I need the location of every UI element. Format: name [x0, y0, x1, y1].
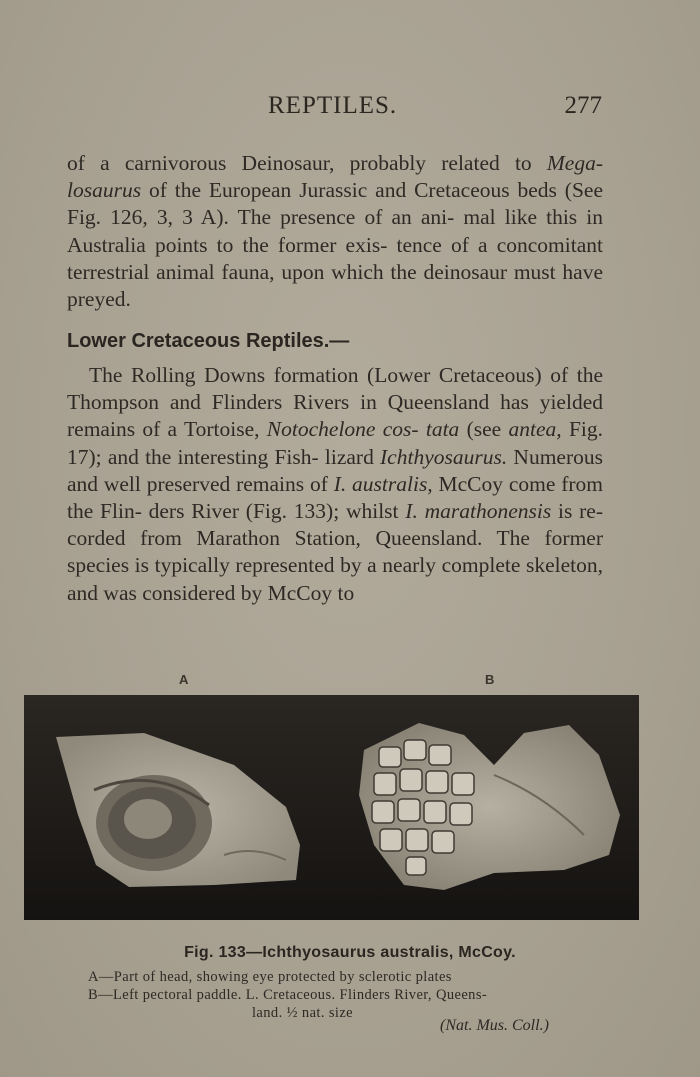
figure-caption-line: A—Part of head, showing eye protected by sclerotic plates: [88, 969, 452, 985]
text-run: McCoy come from the Flin- ders River (Fig. 133); whilst: [67, 471, 603, 524]
collection-credit: (Nat. Mus. Coll.): [440, 1017, 549, 1034]
text-run: is re- corded from Marathon Station, Queensland. The former species is typically represented by a nearly complete skeleton, and was considered by McCoy to: [67, 499, 603, 605]
figure-caption-title: Fig. 133—Ichthyosaurus australis, McCoy.: [184, 944, 516, 961]
page-number: 277: [564, 92, 602, 119]
paragraph-lower-cretaceous: [67, 362, 603, 607]
text-run: Fig. 17); and the interesting Fish- lizard: [67, 417, 603, 469]
text-run: of a carnivorous Deinosaur, probably related to: [67, 151, 547, 175]
fossil-photograph: [24, 695, 639, 920]
figure-caption-line: land. ½ nat. size: [252, 1005, 354, 1021]
text-run: (see: [459, 417, 509, 442]
species-name: I. marathonensis: [405, 499, 552, 524]
genus-name: Mega- losaurus: [67, 151, 603, 203]
figure-label-a: A: [179, 672, 189, 687]
text-run: of the European Jurassic and Cretaceous beds (See Fig. 126, 3, 3 A). The presence of an ani- mal like this in Australia points to the former exis- tence of a concomitant terrestrial animal fauna, upon which the deinosaur must have preyed.: [67, 178, 603, 312]
section-heading: Lower Cretaceous Reptiles.—: [67, 330, 350, 352]
running-head: REPTILES.: [268, 92, 398, 119]
page-header: [68, 92, 602, 128]
genus-name: Ichthyosaurus.: [380, 444, 508, 469]
fossil-photo-illustration: [24, 695, 639, 920]
species-name: I. australis,: [333, 471, 433, 496]
species-name: Notochelone cos- tata: [266, 417, 460, 442]
latin-term: antea,: [508, 417, 562, 442]
text-run: Numerous and well preserved remains of: [67, 444, 603, 496]
paragraph-deinosaur: [67, 150, 603, 313]
text-run: The Rolling Downs formation (Lower Cretaceous) of the Thompson and Flinders Rivers in Queensland has yielded remains of a Tortoise,: [67, 363, 603, 442]
figure-label-b: B: [485, 672, 495, 687]
figure-caption-line: B—Left pectoral paddle. L. Cretaceous. Flinders River, Queens-: [88, 987, 488, 1003]
